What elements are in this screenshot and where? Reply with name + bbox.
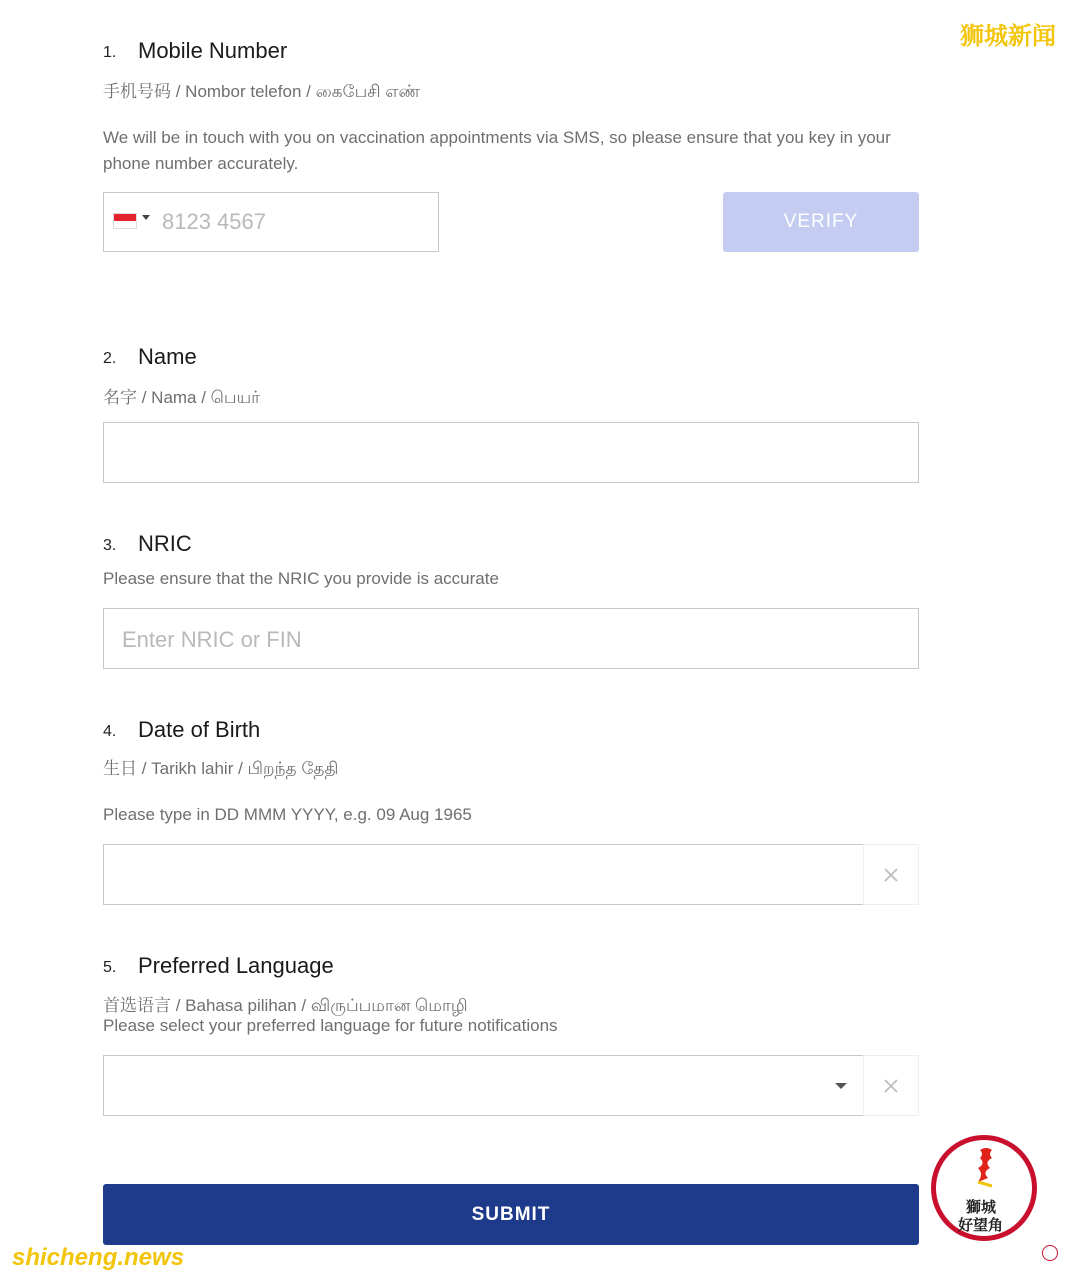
q4-title: Date of Birth [138,717,261,742]
q5-subtitle: 首选语言 / Bahasa pilihan / விருப்பமான மொழி [103,996,468,1015]
q5-title: Preferred Language [138,953,334,978]
phone-field[interactable] [103,192,439,252]
submit-button[interactable]: SUBMIT [103,1184,919,1245]
watermark-logo [931,1135,1037,1241]
q3-title: NRIC [138,531,192,556]
q5-help: Please select your preferred language for future notifications [103,1016,558,1035]
verify-button[interactable]: VERIFY [723,192,919,252]
q1-subtitle: 手机号码 / Nombor telefon / கைபேசி எண் [103,82,421,101]
q2-subtitle: 名字 / Nama / பெயர் [103,388,261,407]
language-clear-button[interactable] [863,1055,919,1116]
q1-help: We will be in touch with you on vaccination appointments via SMS, so please ensure that you key in your phone number accurately. [103,128,891,173]
logo-text-line2: 好望角 [958,1217,1004,1234]
close-icon [883,867,899,883]
small-logo-icon [1042,1245,1058,1261]
nric-input[interactable]: Enter NRIC or FIN [122,627,302,652]
name-input[interactable] [103,422,919,483]
nric-field[interactable] [103,608,919,669]
q3-help: Please ensure that the NRIC you provide is accurate [103,569,499,588]
caret-down-icon[interactable] [835,1083,847,1089]
singapore-flag-icon[interactable] [113,213,137,229]
q1-number: 1. [103,44,117,61]
q2-number: 2. [103,350,117,367]
language-select[interactable] [103,1055,864,1116]
close-icon [883,1078,899,1094]
logo-text-line1: 獅城 [966,1199,997,1216]
q4-number: 4. [103,723,117,740]
q4-help: Please type in DD MMM YYYY, e.g. 09 Aug 1965 [103,805,472,824]
watermark-top-right: 狮城新闻 [960,23,1056,50]
dob-clear-button[interactable] [863,844,919,905]
dob-input[interactable] [103,844,864,905]
watermark-bottom-left: shicheng.news [12,1244,185,1271]
q4-subtitle: 生日 / Tarikh lahir / பிறந்த தேதி [103,759,339,778]
q2-title: Name [138,344,197,369]
phone-input[interactable]: 8123 4567 [162,209,266,234]
merlion-logo-icon [972,1146,998,1190]
q5-number: 5. [103,959,117,976]
q3-number: 3. [103,537,117,554]
country-dropdown-caret-icon[interactable] [142,215,150,220]
q1-title: Mobile Number [138,38,288,63]
